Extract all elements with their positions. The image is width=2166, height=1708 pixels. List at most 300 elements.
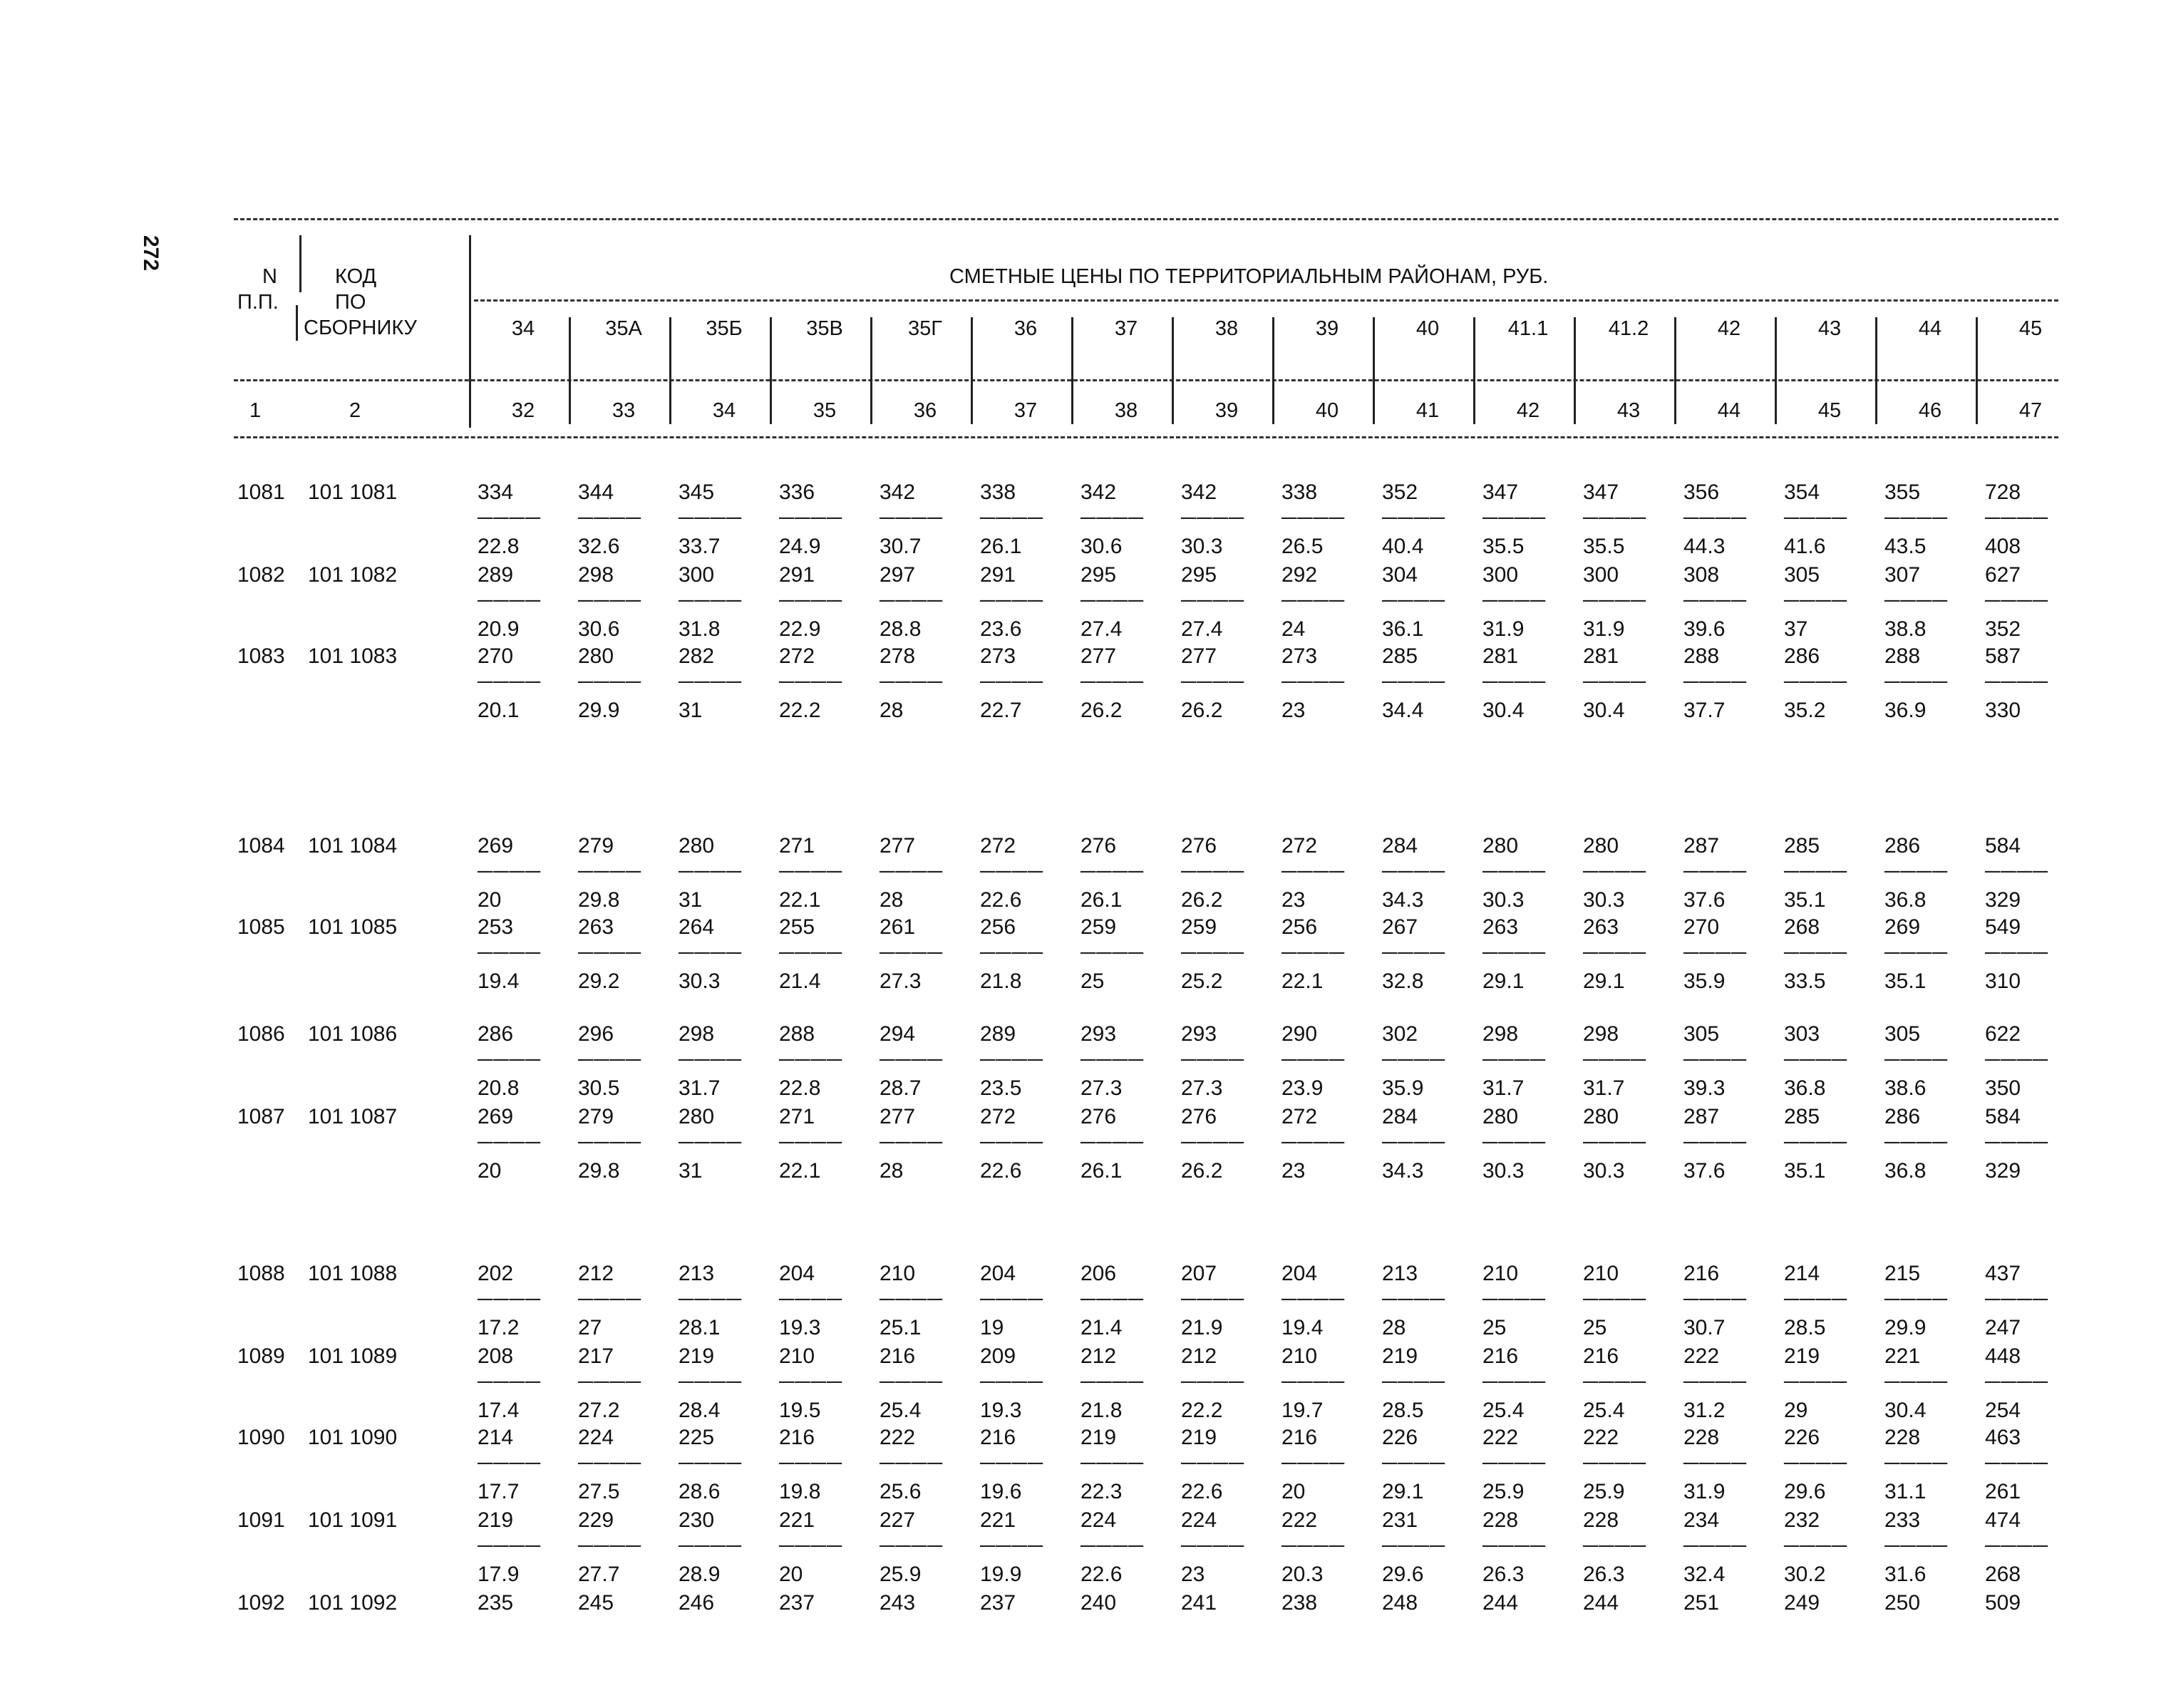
price-value: 287 xyxy=(1683,834,1720,858)
column-number: 45 xyxy=(1817,399,1842,422)
row-number: 1085 xyxy=(237,915,285,939)
district-header: 43 xyxy=(1817,317,1842,340)
price-value: 584 xyxy=(1985,834,2021,858)
fraction-line: ──── xyxy=(1281,589,1346,612)
fraction-line: ──── xyxy=(1683,941,1748,964)
fraction-line: ──── xyxy=(779,941,843,964)
labor-value: 32.4 xyxy=(1683,1563,1726,1586)
fraction-line: ──── xyxy=(1683,860,1748,883)
fraction-line: ──── xyxy=(980,506,1044,530)
labor-value: 35.9 xyxy=(1382,1076,1424,1100)
fraction-line: ──── xyxy=(1482,1370,1547,1394)
labor-value: 27.5 xyxy=(578,1480,620,1503)
price-value: 286 xyxy=(478,1022,514,1046)
labor-value: 26.1 xyxy=(1081,1159,1123,1183)
price-value: 222 xyxy=(1281,1508,1318,1532)
price-value: 230 xyxy=(679,1508,715,1532)
fraction-line: ──── xyxy=(1884,589,1949,612)
price-value: 213 xyxy=(1382,1262,1418,1285)
labor-value: 31.7 xyxy=(1482,1076,1525,1100)
labor-value: 35.9 xyxy=(1683,969,1726,993)
labor-value: 28 xyxy=(1382,1316,1406,1339)
fraction-line: ──── xyxy=(1382,506,1446,530)
price-value: 216 xyxy=(1683,1262,1720,1285)
fraction-line: ──── xyxy=(478,506,542,530)
labor-value: 329 xyxy=(1985,1159,2021,1183)
price-value: 216 xyxy=(1281,1426,1318,1449)
price-value: 276 xyxy=(1181,1105,1217,1128)
column-divider xyxy=(669,317,671,424)
price-value: 268 xyxy=(1784,915,1820,939)
price-value: 221 xyxy=(1884,1344,1921,1368)
header-title: СМЕТНЫЕ ЦЕНЫ ПО ТЕРРИТОРИАЛЬНЫМ РАЙОНАМ, РУБ. xyxy=(949,265,1549,288)
fraction-line: ──── xyxy=(980,860,1044,883)
fraction-line: ──── xyxy=(880,1287,944,1311)
column-number: 47 xyxy=(2018,399,2043,422)
labor-value: 32.8 xyxy=(1382,969,1424,993)
page-number: 272 xyxy=(139,235,163,272)
fraction-line: ──── xyxy=(1784,1370,1848,1394)
price-value: 229 xyxy=(578,1508,614,1532)
labor-value: 30.3 xyxy=(1583,1159,1625,1183)
fraction-line: ──── xyxy=(1081,941,1145,964)
price-value: 288 xyxy=(1683,644,1720,668)
fraction-line: ──── xyxy=(1985,1048,2049,1071)
fraction-line: ──── xyxy=(679,1131,743,1154)
fraction-line: ──── xyxy=(578,941,642,964)
labor-value: 20.8 xyxy=(478,1076,520,1100)
price-value: 279 xyxy=(578,834,614,858)
price-value: 212 xyxy=(578,1262,614,1285)
labor-value: 29.8 xyxy=(578,1159,620,1183)
labor-value: 31.2 xyxy=(1683,1399,1726,1422)
price-value: 259 xyxy=(1181,915,1217,939)
fraction-line: ──── xyxy=(1683,1131,1748,1154)
fraction-line: ──── xyxy=(1884,941,1949,964)
price-value: 233 xyxy=(1884,1508,1921,1532)
fraction-line: ──── xyxy=(880,1131,944,1154)
price-value: 463 xyxy=(1985,1426,2021,1449)
price-value: 228 xyxy=(1482,1508,1519,1532)
price-value: 256 xyxy=(1281,915,1318,939)
price-value: 294 xyxy=(880,1022,916,1046)
price-value: 207 xyxy=(1181,1262,1217,1285)
price-value: 210 xyxy=(1281,1344,1318,1368)
labor-value: 31.1 xyxy=(1884,1480,1927,1503)
price-value: 219 xyxy=(478,1508,514,1532)
labor-value: 43.5 xyxy=(1884,535,1927,558)
price-value: 224 xyxy=(1181,1508,1217,1532)
fraction-line: ──── xyxy=(1985,1131,2049,1154)
fraction-line: ──── xyxy=(1784,589,1848,612)
price-value: 271 xyxy=(779,834,815,858)
price-value: 448 xyxy=(1985,1344,2021,1368)
column-number: 34 xyxy=(712,399,736,422)
fraction-line: ──── xyxy=(1382,1048,1446,1071)
price-value: 228 xyxy=(1884,1426,1921,1449)
labor-value: 31.9 xyxy=(1683,1480,1726,1503)
fraction-line: ──── xyxy=(578,506,642,530)
fraction-line: ──── xyxy=(578,1534,642,1558)
labor-value: 29.9 xyxy=(578,699,620,722)
fraction-line: ──── xyxy=(1784,860,1848,883)
fraction-line: ──── xyxy=(1985,941,2049,964)
fraction-line: ──── xyxy=(779,1451,843,1475)
fraction-line: ──── xyxy=(880,1370,944,1394)
row-code: 101 1090 xyxy=(308,1426,398,1449)
fraction-line: ──── xyxy=(1281,1451,1346,1475)
labor-value: 29.1 xyxy=(1583,969,1625,993)
price-value: 304 xyxy=(1382,563,1418,587)
fraction-line: ──── xyxy=(980,1287,1044,1311)
price-value: 587 xyxy=(1985,644,2021,668)
price-value: 549 xyxy=(1985,915,2021,939)
header-n-label: N xyxy=(262,265,277,288)
labor-value: 23.9 xyxy=(1281,1076,1324,1100)
fraction-line: ──── xyxy=(980,1370,1044,1394)
price-value: 256 xyxy=(980,915,1016,939)
price-value: 728 xyxy=(1985,480,2021,504)
price-value: 253 xyxy=(478,915,514,939)
fraction-line: ──── xyxy=(1985,1370,2049,1394)
price-value: 298 xyxy=(1482,1022,1519,1046)
labor-value: 30.3 xyxy=(1181,535,1223,558)
price-value: 276 xyxy=(1181,834,1217,858)
labor-value: 26.1 xyxy=(1081,888,1123,912)
column-divider xyxy=(1071,317,1073,424)
price-value: 627 xyxy=(1985,563,2021,587)
price-value: 272 xyxy=(1281,834,1318,858)
labor-value: 22.1 xyxy=(1281,969,1324,993)
price-value: 276 xyxy=(1081,834,1117,858)
fraction-line: ──── xyxy=(679,670,743,694)
labor-value: 17.7 xyxy=(478,1480,520,1503)
fraction-line: ──── xyxy=(1884,1287,1949,1311)
labor-value: 24 xyxy=(1281,617,1306,641)
fraction-line: ──── xyxy=(1784,1048,1848,1071)
fraction-line: ──── xyxy=(1382,1370,1446,1394)
fraction-line: ──── xyxy=(1683,506,1748,530)
fraction-line: ──── xyxy=(1281,1048,1346,1071)
fraction-line: ──── xyxy=(1884,1451,1949,1475)
header-pp-label: П.П. xyxy=(237,291,279,314)
fraction-line: ──── xyxy=(1281,506,1346,530)
fraction-line: ──── xyxy=(1683,1048,1748,1071)
fraction-line: ──── xyxy=(779,860,843,883)
labor-value: 36.8 xyxy=(1884,888,1927,912)
price-value: 244 xyxy=(1482,1591,1519,1615)
price-value: 267 xyxy=(1382,915,1418,939)
column-number: 32 xyxy=(511,399,535,422)
labor-value: 27 xyxy=(578,1316,602,1339)
price-value: 213 xyxy=(679,1262,715,1285)
price-value: 298 xyxy=(1583,1022,1619,1046)
labor-value: 28.5 xyxy=(1784,1316,1826,1339)
labor-value: 19.3 xyxy=(779,1316,821,1339)
row-code: 101 1088 xyxy=(308,1262,398,1285)
fraction-line: ──── xyxy=(1784,1287,1848,1311)
price-value: 210 xyxy=(880,1262,916,1285)
price-value: 210 xyxy=(1482,1262,1519,1285)
price-value: 277 xyxy=(1081,644,1117,668)
price-value: 226 xyxy=(1784,1426,1820,1449)
labor-value: 20.9 xyxy=(478,617,520,641)
fraction-line: ──── xyxy=(1884,1534,1949,1558)
price-value: 336 xyxy=(779,480,815,504)
labor-value: 19.6 xyxy=(980,1480,1022,1503)
price-value: 334 xyxy=(478,480,514,504)
fraction-line: ──── xyxy=(1181,506,1245,530)
labor-value: 352 xyxy=(1985,617,2021,641)
price-value: 215 xyxy=(1884,1262,1921,1285)
labor-value: 27.7 xyxy=(578,1563,620,1586)
labor-value: 30.4 xyxy=(1482,699,1525,722)
fraction-line: ──── xyxy=(779,670,843,694)
price-value: 237 xyxy=(779,1591,815,1615)
labor-value: 30.6 xyxy=(578,617,620,641)
price-value: 216 xyxy=(980,1426,1016,1449)
fraction-line: ──── xyxy=(1583,1534,1647,1558)
fraction-line: ──── xyxy=(478,860,542,883)
fraction-line: ──── xyxy=(980,1048,1044,1071)
labor-value: 25.4 xyxy=(1482,1399,1525,1422)
fraction-line: ──── xyxy=(1181,941,1245,964)
fraction-line: ──── xyxy=(1181,1131,1245,1154)
labor-value: 31.7 xyxy=(1583,1076,1625,1100)
fraction-line: ──── xyxy=(779,506,843,530)
column-number: 46 xyxy=(1918,399,1942,422)
price-value: 295 xyxy=(1181,563,1217,587)
fraction-line: ──── xyxy=(1081,1287,1145,1311)
labor-value: 31 xyxy=(679,888,703,912)
fraction-line: ──── xyxy=(980,670,1044,694)
price-value: 269 xyxy=(478,834,514,858)
price-value: 305 xyxy=(1884,1022,1921,1046)
fraction-line: ──── xyxy=(1884,1131,1949,1154)
labor-value: 23.6 xyxy=(980,617,1022,641)
price-value: 279 xyxy=(578,1105,614,1128)
fraction-line: ──── xyxy=(1985,1287,2049,1311)
labor-value: 22.3 xyxy=(1081,1480,1123,1503)
price-value: 344 xyxy=(578,480,614,504)
district-header: 44 xyxy=(1918,317,1942,340)
labor-value: 35.2 xyxy=(1784,699,1826,722)
labor-value: 19.3 xyxy=(980,1399,1022,1422)
labor-value: 22.6 xyxy=(980,888,1022,912)
row-number: 1088 xyxy=(237,1262,285,1285)
labor-value: 21.4 xyxy=(779,969,821,993)
district-header: 41.2 xyxy=(1608,317,1649,340)
labor-value: 34.3 xyxy=(1382,888,1424,912)
fraction-line: ──── xyxy=(1181,1370,1245,1394)
labor-value: 34.4 xyxy=(1382,699,1424,722)
fraction-line: ──── xyxy=(1081,1370,1145,1394)
price-value: 237 xyxy=(980,1591,1016,1615)
price-value: 280 xyxy=(1583,1105,1619,1128)
fraction-line: ──── xyxy=(1583,1451,1647,1475)
price-value: 206 xyxy=(1081,1262,1117,1285)
column-divider xyxy=(1473,317,1475,424)
price-value: 342 xyxy=(880,480,916,504)
fraction-line: ──── xyxy=(880,941,944,964)
labor-value: 26.5 xyxy=(1281,535,1324,558)
labor-value: 31 xyxy=(679,1159,703,1183)
fraction-line: ──── xyxy=(1583,506,1647,530)
fraction-line: ──── xyxy=(478,1451,542,1475)
row-number: 1082 xyxy=(237,563,285,587)
price-value: 298 xyxy=(578,563,614,587)
price-value: 277 xyxy=(880,1105,916,1128)
labor-value: 25.4 xyxy=(1583,1399,1625,1422)
labor-value: 30.4 xyxy=(1884,1399,1927,1422)
labor-value: 28 xyxy=(880,888,904,912)
district-header: 39 xyxy=(1315,317,1339,340)
price-value: 222 xyxy=(1482,1426,1519,1449)
price-value: 509 xyxy=(1985,1591,2021,1615)
price-value: 270 xyxy=(478,644,514,668)
fraction-line: ──── xyxy=(1784,506,1848,530)
labor-value: 23 xyxy=(1181,1563,1205,1586)
labor-value: 19.5 xyxy=(779,1399,821,1422)
fraction-line: ──── xyxy=(1583,1287,1647,1311)
fraction-line: ──── xyxy=(1985,1534,2049,1558)
fraction-line: ──── xyxy=(1683,1287,1748,1311)
fraction-line: ──── xyxy=(1181,670,1245,694)
fraction-line: ──── xyxy=(1181,1534,1245,1558)
fraction-line: ──── xyxy=(779,589,843,612)
header-top-rule xyxy=(234,218,2058,220)
district-header: 35А xyxy=(605,317,642,340)
fraction-line: ──── xyxy=(1884,860,1949,883)
fraction-line: ──── xyxy=(679,941,743,964)
price-value: 208 xyxy=(478,1344,514,1368)
row-number: 1083 xyxy=(237,644,285,668)
price-value: 437 xyxy=(1985,1262,2021,1285)
column-number: 42 xyxy=(1516,399,1540,422)
fraction-line: ──── xyxy=(578,589,642,612)
fraction-line: ──── xyxy=(679,1534,743,1558)
header-divider-n xyxy=(299,235,301,292)
price-value: 204 xyxy=(1281,1262,1318,1285)
price-value: 277 xyxy=(1181,644,1217,668)
price-value: 291 xyxy=(779,563,815,587)
column-divider xyxy=(1172,317,1174,424)
price-value: 248 xyxy=(1382,1591,1418,1615)
labor-value: 30.2 xyxy=(1784,1563,1826,1586)
price-value: 276 xyxy=(1081,1105,1117,1128)
labor-value: 28.6 xyxy=(679,1480,721,1503)
labor-value: 27.4 xyxy=(1081,617,1123,641)
labor-value: 29.9 xyxy=(1884,1316,1927,1339)
price-value: 278 xyxy=(880,644,916,668)
fraction-line: ──── xyxy=(1281,1287,1346,1311)
fraction-line: ──── xyxy=(880,1048,944,1071)
district-header: 35В xyxy=(806,317,843,340)
header-code-label-2: ПО xyxy=(335,291,366,314)
price-value: 209 xyxy=(980,1344,1016,1368)
fraction-line: ──── xyxy=(1683,1370,1748,1394)
labor-value: 35.5 xyxy=(1482,535,1525,558)
fraction-line: ──── xyxy=(779,1131,843,1154)
labor-value: 33.7 xyxy=(679,535,721,558)
fraction-line: ──── xyxy=(578,670,642,694)
price-value: 272 xyxy=(1281,1105,1318,1128)
price-value: 345 xyxy=(679,480,715,504)
price-value: 224 xyxy=(1081,1508,1117,1532)
row-code: 101 1086 xyxy=(308,1022,398,1046)
fraction-line: ──── xyxy=(1985,1451,2049,1475)
labor-value: 21.8 xyxy=(980,969,1022,993)
fraction-line: ──── xyxy=(1081,589,1145,612)
labor-value: 29.2 xyxy=(578,969,620,993)
price-value: 219 xyxy=(1181,1426,1217,1449)
labor-value: 30.4 xyxy=(1583,699,1625,722)
price-value: 295 xyxy=(1081,563,1117,587)
price-value: 286 xyxy=(1884,834,1921,858)
row-code: 101 1087 xyxy=(308,1105,398,1128)
labor-value: 31.9 xyxy=(1482,617,1525,641)
price-value: 269 xyxy=(478,1105,514,1128)
fraction-line: ──── xyxy=(1583,589,1647,612)
price-value: 296 xyxy=(578,1022,614,1046)
district-header: 45 xyxy=(2018,317,2043,340)
price-value: 342 xyxy=(1081,480,1117,504)
labor-value: 21.8 xyxy=(1081,1399,1123,1422)
labor-value: 23.5 xyxy=(980,1076,1022,1100)
labor-value: 26.3 xyxy=(1583,1563,1625,1586)
labor-value: 30.3 xyxy=(1482,888,1525,912)
header-mid-rule xyxy=(474,299,2058,302)
fraction-line: ──── xyxy=(1482,506,1547,530)
labor-value: 19.7 xyxy=(1281,1399,1324,1422)
fraction-line: ──── xyxy=(880,1451,944,1475)
fraction-line: ──── xyxy=(1081,860,1145,883)
header-col-num-2: 2 xyxy=(349,399,361,422)
price-value: 222 xyxy=(880,1426,916,1449)
fraction-line: ──── xyxy=(1281,860,1346,883)
fraction-line: ──── xyxy=(1382,1534,1446,1558)
labor-value: 22.2 xyxy=(1181,1399,1223,1422)
column-number: 41 xyxy=(1415,399,1440,422)
labor-value: 22.6 xyxy=(1181,1480,1223,1503)
labor-value: 37.6 xyxy=(1683,1159,1726,1183)
district-header: 40 xyxy=(1415,317,1440,340)
price-value: 232 xyxy=(1784,1508,1820,1532)
row-number: 1092 xyxy=(237,1591,285,1615)
price-value: 280 xyxy=(1482,834,1519,858)
price-value: 281 xyxy=(1583,644,1619,668)
labor-value: 25.9 xyxy=(1583,1480,1625,1503)
price-value: 221 xyxy=(779,1508,815,1532)
labor-value: 39.6 xyxy=(1683,617,1726,641)
fraction-line: ──── xyxy=(1081,1048,1145,1071)
fraction-line: ──── xyxy=(1382,589,1446,612)
fraction-line: ──── xyxy=(578,1370,642,1394)
fraction-line: ──── xyxy=(880,589,944,612)
price-value: 214 xyxy=(1784,1262,1820,1285)
labor-value: 28.4 xyxy=(679,1399,721,1422)
price-value: 281 xyxy=(1482,644,1519,668)
price-value: 212 xyxy=(1181,1344,1217,1368)
fraction-line: ──── xyxy=(1583,941,1647,964)
fraction-line: ──── xyxy=(980,1451,1044,1475)
price-value: 352 xyxy=(1382,480,1418,504)
fraction-line: ──── xyxy=(478,1370,542,1394)
labor-value: 36.9 xyxy=(1884,699,1927,722)
fraction-line: ──── xyxy=(1482,1287,1547,1311)
labor-value: 30.3 xyxy=(679,969,721,993)
column-divider xyxy=(971,317,973,424)
